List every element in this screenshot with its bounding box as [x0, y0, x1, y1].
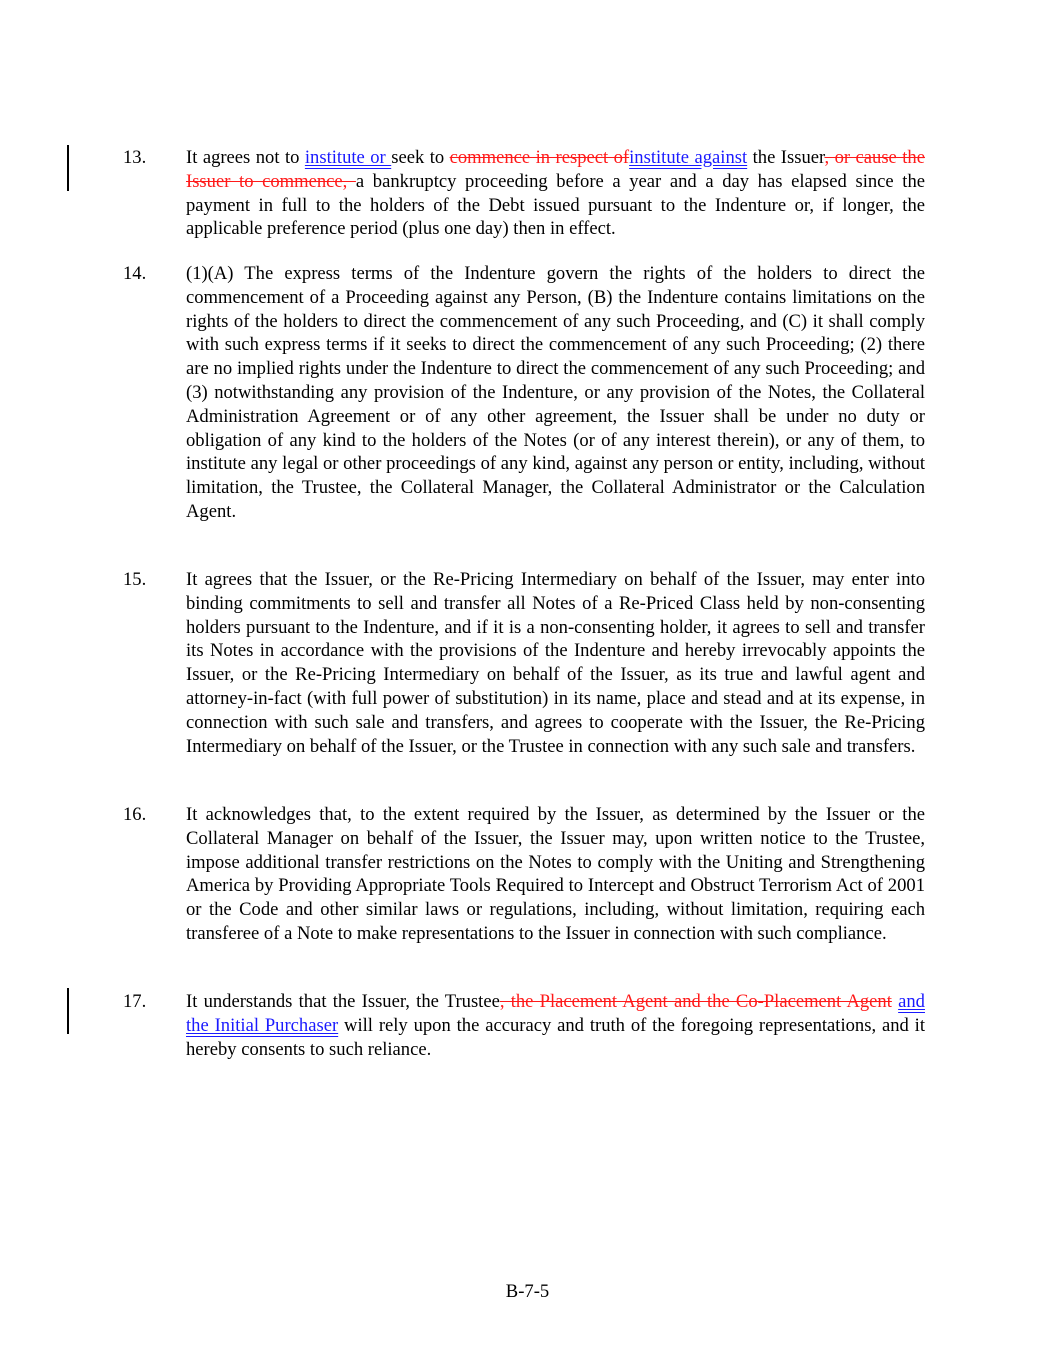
inserted-text: institute or	[304, 147, 392, 168]
body-text: a bankruptcy proceeding before a year and a day has elapsed since the payment in full to the holders of the Debt issued pursuant to the Indenture or, if longer, the applicable preference period (plus one day) then in effect.	[186, 170, 925, 240]
body-text: will rely upon the accuracy and truth of the foregoing representations, and it hereby consents to such reliance.	[186, 1014, 925, 1060]
body-text: It agrees that the Issuer, or the Re-Pricing Intermediary on behalf of the Issuer, may enter into binding commitments to sell and transfer all Notes of a Re-Priced Class held by non-consenting holders pursuant to the Indenture, and if it is a non-consenting holder, it agrees to sell and transfer its Notes in accordance with the provisions of the Indenture and hereby irrevocably appoints the Issuer, or the Re-Pricing Intermediary on behalf of the Issuer, as its true and lawful agent and attorney-in-fact (with full power of substitution) in its name, place and stead and at its expense, in connection with such sale and transfers, and agrees to cooperate with the Issuer, the Re-Pricing Intermediary on behalf of the Issuer, or the Trustee in connection with any such sale and transfers.	[186, 569, 925, 757]
clause-number: 16.	[123, 804, 147, 825]
body-text: the Issuer	[747, 147, 825, 168]
deleted-text: commence in respect of	[449, 147, 630, 168]
body-text: It agrees not to	[186, 147, 305, 168]
clause-17	[123, 990, 925, 1061]
clause-text	[186, 568, 925, 758]
inserted-text: institute against	[629, 147, 748, 168]
clause-text	[186, 262, 925, 524]
clause-13	[123, 146, 925, 241]
change-bar	[67, 988, 69, 1034]
clause-text	[186, 146, 925, 241]
body-text: It acknowledges that, to the extent required by the Issuer, as determined by the Issuer or the Collateral Manager on behalf of the Issuer, the Issuer may, upon written notice to the Trustee, impose additional transfer restrictions on the Notes to comply with the Uniting and Strengthening America by Providing Appropriate Tools Required to Intercept and Obstruct Terrorism Act of 2001 or the Code and other similar laws or regulations, including, without limitation, requiring each transferee of a Note to make representations to the Issuer in connection with such compliance.	[186, 804, 925, 944]
page-number: B-7-5	[505, 1281, 550, 1302]
clause-number: 15.	[123, 569, 147, 590]
clause-14	[123, 262, 925, 524]
deleted-text: , or cause the Issuer to commence,	[186, 147, 925, 192]
clause-15	[123, 568, 925, 758]
clause-number: 13.	[123, 147, 147, 168]
inserted-text: and the Initial Purchaser	[186, 991, 925, 1036]
clause-16	[123, 803, 925, 946]
body-text: (1)(A) The express terms of the Indenture govern the rights of the holders to direct the commencement of a Proceeding against any Person, (B) the Indenture contains limitations on the rights of the holders to direct the commencement of any such Proceeding, and (C) it shall comply with such express terms if it seeks to direct the commencement of any such Proceeding; (2) there are no implied rights under the Indenture to direct the commencement of any such Proceeding; and (3) notwithstanding any provision of the Indenture, or any provision of the Notes, the Collateral Administration Agreement or of any other agreement, the Issuer shall be under no duty or obligation of any kind to the holders of the Notes (or of any interest therein), or any of them, to institute any legal or other proceedings of any kind, against any person or entity, including, without limitation, the Trustee, the Collateral Manager, the Collateral Administrator or the Calculation Agent.	[186, 263, 925, 522]
body-text: It understands that the Issuer, the Trustee	[186, 991, 500, 1012]
clause-number: 14.	[123, 263, 147, 284]
clause-number: 17.	[123, 991, 147, 1012]
clause-text	[186, 990, 925, 1061]
body-text: seek to	[391, 147, 450, 168]
clause-text	[186, 803, 925, 946]
change-bar	[67, 145, 69, 191]
deleted-text: , the Placement Agent and the Co-Placement Agent	[499, 991, 892, 1012]
